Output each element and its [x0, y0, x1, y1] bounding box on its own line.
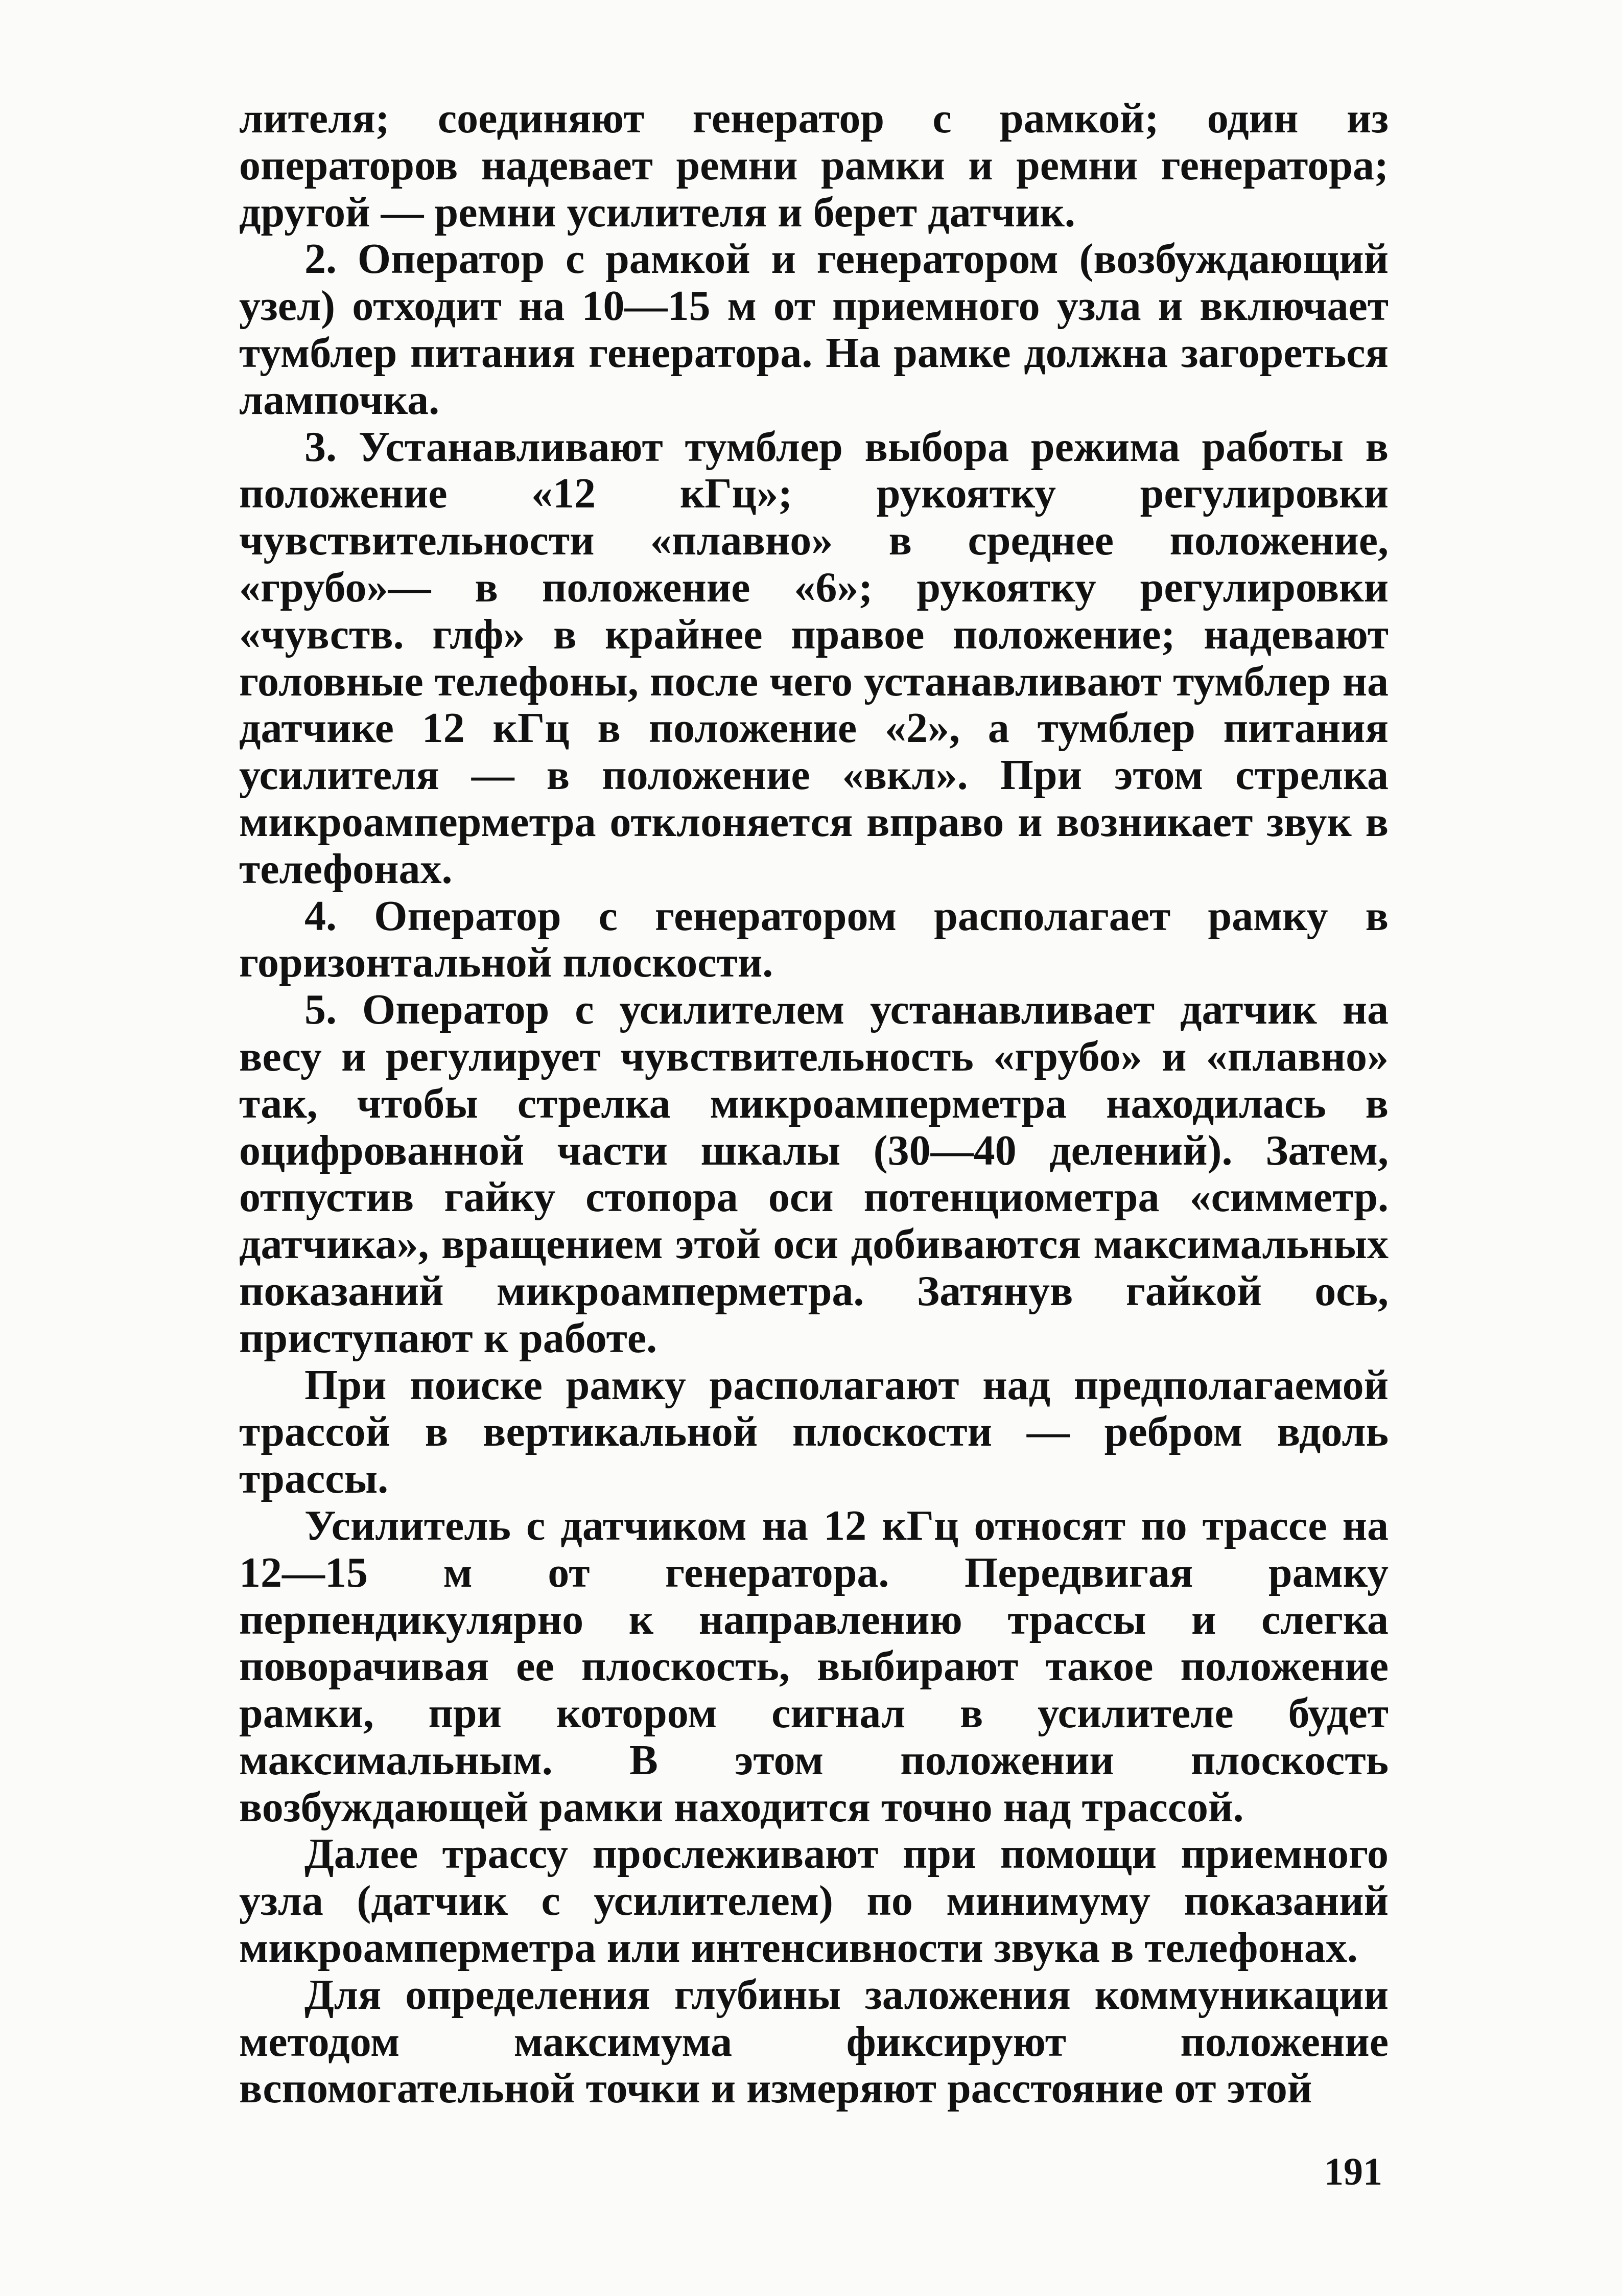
paragraph-8: Далее трассу прослеживают при помощи приемного узла (датчик с усилителем) по минимуму показаний микроамперметра или интенсивности звука в телефонах. [239, 1830, 1389, 1972]
page-number: 191 [1324, 2150, 1382, 2193]
paragraph-2: 2. Оператор с рамкой и генератором (возбуждающий узел) отходит на 10—15 м от приемного узла и включает тумблер питания генератора. На рамке должна загореться лампочка. [239, 235, 1389, 424]
paragraph-4: 4. Оператор с генератором располагает рамку в горизонтальной плоскости. [239, 892, 1389, 987]
paragraph-3: 3. Устанавливают тумблер выбора режима работы в положение «12 кГц»; рукоятку регулировки чувствительности «плавно» в среднее положение, «грубо»— в положение «6»; рукоятку регулировки «чувств. глф» в крайнее правое положение; надевают головные телефоны, после чего устанавливают тумблер на датчике 12 кГц в положение «2», а тумблер питания усилителя — в положение «вкл». При этом стрелка микроамперметра отклоняется вправо и возникает звук в телефонах. [239, 423, 1389, 893]
paragraph-5: 5. Оператор с усилителем устанавливает датчик на весу и регулирует чувствительность «грубо» и «плавно» так, чтобы стрелка микроамперметра находилась в оцифрованной части шкалы (30—40 делений). Затем, отпустив гайку стопора оси потенциометра «симметр. датчика», вращением этой оси добиваются максимальных показаний микроамперметра. Затянув гайкой ось, приступают к работе. [239, 986, 1389, 1362]
paragraph-1: лителя; соединяют генератор с рамкой; один из операторов надевает ремни рамки и ремни генератора; другой — ремни усилителя и берет датчик. [239, 95, 1389, 236]
paragraph-9: Для определения глубины заложения коммуникации методом максимума фиксируют положение вспомогательной точки и измеряют расстояние от этой [239, 1970, 1389, 2113]
body-text [239, 95, 1389, 2112]
paragraph-6: При поиске рамку располагают над предполагаемой трассой в вертикальной плоскости — ребром вдоль трассы. [239, 1361, 1389, 1503]
paragraph-7: Усилитель с датчиком на 12 кГц относят по трассе на 12—15 м от генератора. Передвигая рамку перпендикулярно к направлению трассы и слегка поворачивая ее плоскость, выбирают такое положение рамки, при котором сигнал в усилителе будет максимальным. В этом положении плоскость возбуждающей рамки находится точно над трассой. [239, 1501, 1389, 1831]
